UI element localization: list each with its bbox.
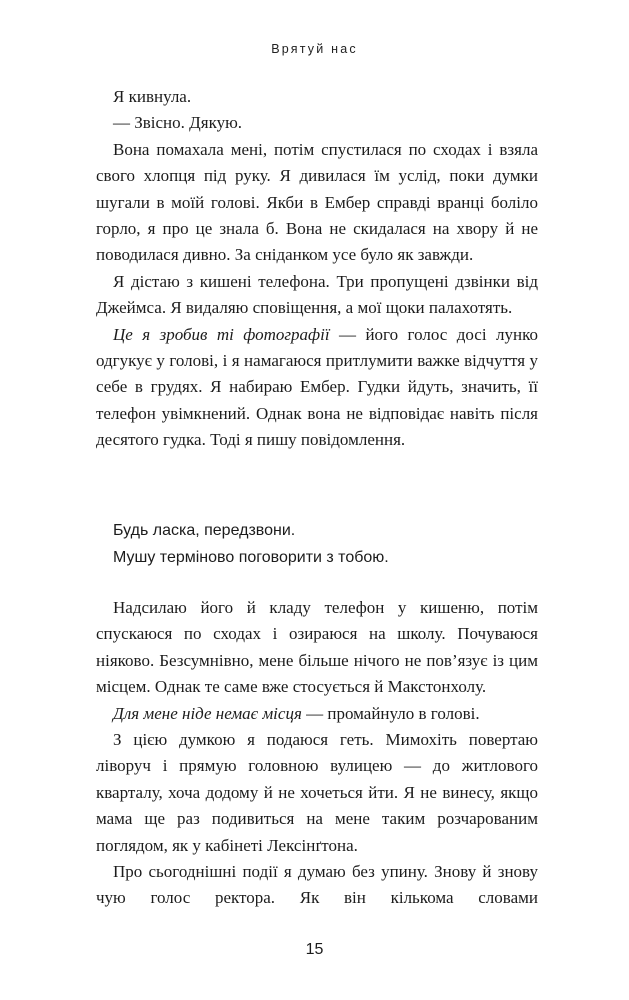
message-line: Мушу терміново поговорити з тобою. bbox=[113, 548, 389, 566]
paragraph-dialogue: — Звісно. Дякую. bbox=[113, 113, 243, 133]
text-message bbox=[113, 518, 538, 571]
paragraph: Надсилаю його й кладу телефон у кишеню, потім спускаюся по сходах і озираюся на школу. Почуваюся ніяково. Безсумнівно, мене більше нічого не пов’язує із цим місцем. Однак те саме вже стосується й Макстонхолу. bbox=[96, 598, 538, 697]
running-head: Врятуй нас bbox=[271, 42, 358, 56]
paragraph: Я кивнула. bbox=[113, 87, 192, 106]
italic-thought: Це я зробив ті фотографії bbox=[113, 324, 330, 344]
message-line: Будь ласка, передзвони. bbox=[113, 522, 296, 539]
paragraph: Про сьогоднішні події я думаю без упину. Знову й знову чую голос ректора. Як він кількома словами bbox=[96, 862, 538, 908]
paragraph-text: — промайнуло в голові. bbox=[301, 703, 480, 723]
text-block-after-message bbox=[96, 595, 538, 912]
paragraph: З цією думкою я подаюся геть. Мимохіть повертаю ліворуч і прямую головною вулицею — до житлового кварталу, хоча додому й не хочеться йти. Я не винесу, якщо мама ще раз подивиться на мене таким розчарованим поглядом, як у кабінеті Лексінґтона. bbox=[96, 730, 538, 855]
paragraph-text: — його голос досі лунко одгукує у голові, і я намагаюся притлумити важке відчуття у себе в грудях. Я набираю Ембер. Гудки йдуть, значить, її телефон увімкнений. Однак вона не відповідає навіть після десятого гудка. Тоді я пишу повідомлення. bbox=[96, 324, 538, 450]
paragraph bbox=[96, 701, 538, 727]
page-number: 15 bbox=[305, 941, 324, 958]
text-block-before-message bbox=[96, 84, 538, 454]
paragraph: Вона помахала мені, потім спустилася по сходах і взяла свого хлопця під руку. Я дивилася їм услід, поки думки шугали в моїй голові. Якби в Ембер справді вранці боліло горло, я про це знала б. Вона не скидалася на хвору й не поводилася дивно. За сніданком усе було як завжди. bbox=[96, 139, 538, 265]
paragraph bbox=[96, 322, 538, 454]
italic-thought: Для мене ніде немає місця bbox=[113, 703, 302, 723]
paragraph: Я дістаю з кишені телефона. Три пропущені дзвінки від Джеймса. Я видаляю сповіщення, а мої щоки палахотять. bbox=[96, 271, 538, 318]
